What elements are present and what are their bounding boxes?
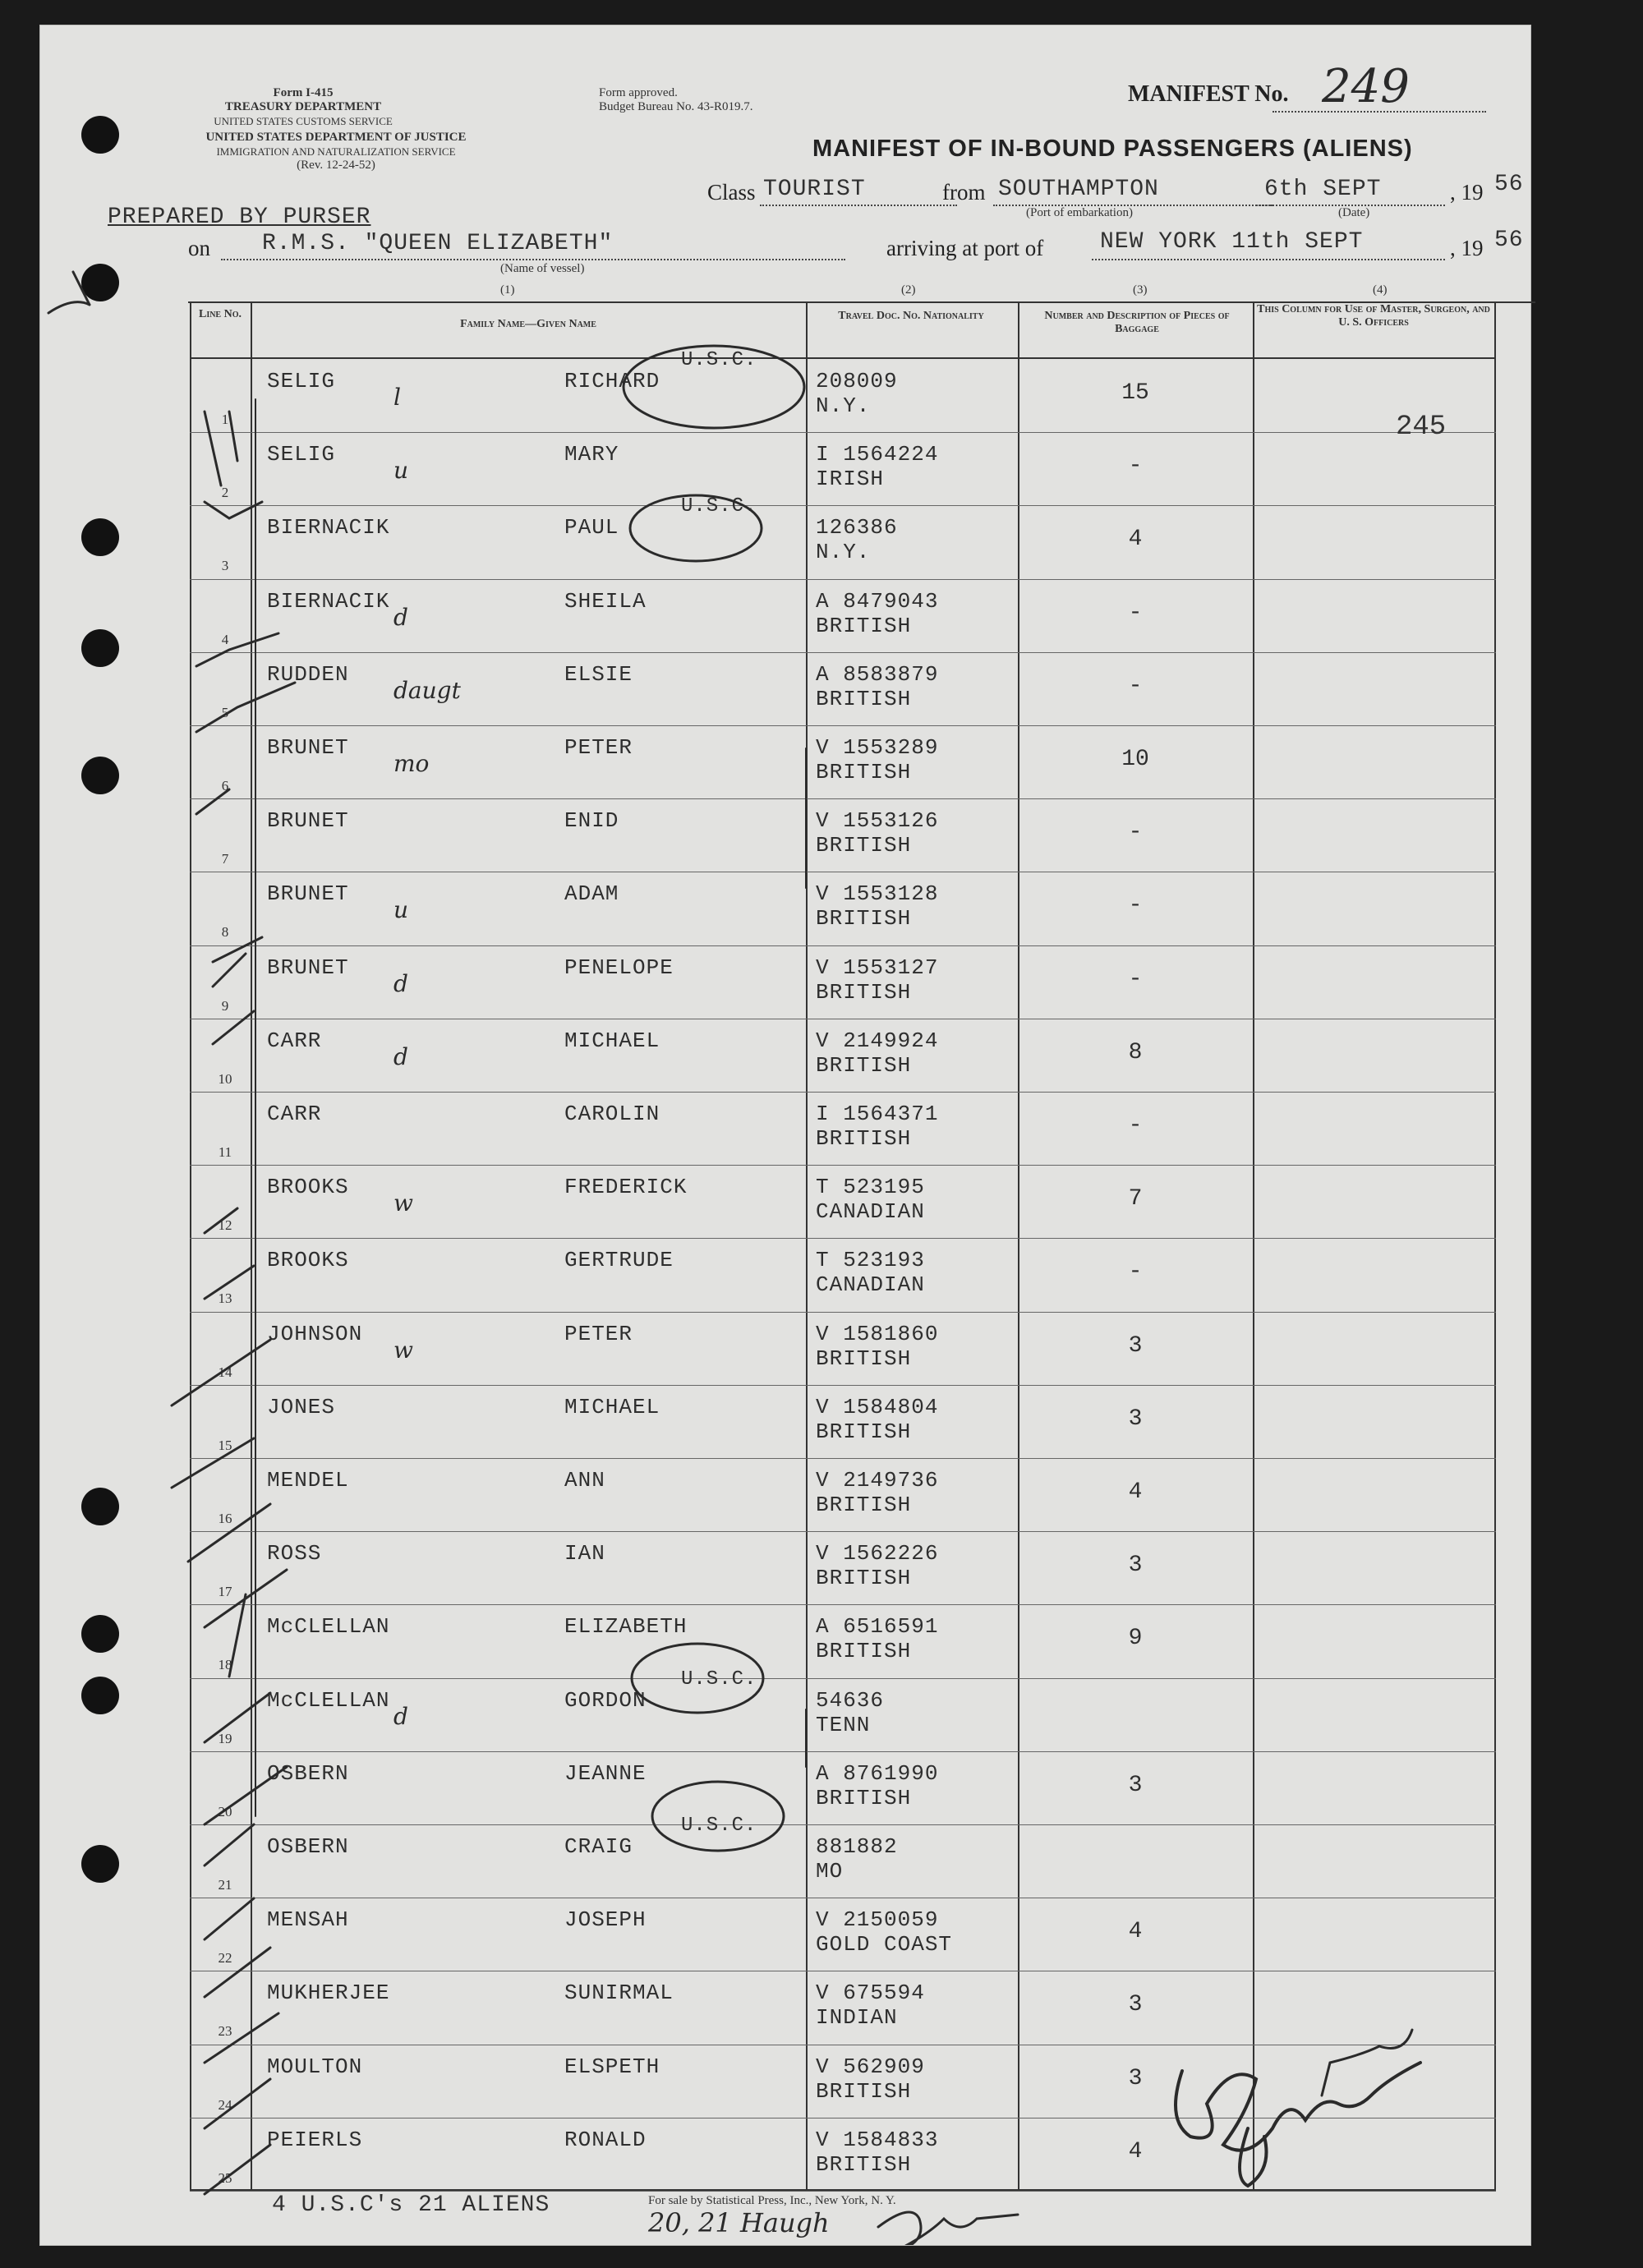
line-number: 4 <box>221 631 229 647</box>
col-header-name: Family Name—Given Name <box>460 318 596 330</box>
usc-stamp: U.S.C. <box>681 1815 757 1837</box>
travel-doc-no: V 1553126 <box>816 808 939 834</box>
form-revision: (Rev. 12-24-52) <box>297 159 375 172</box>
handwritten-mark: u <box>393 896 409 924</box>
check-mark <box>205 412 237 485</box>
nationality: BRITISH <box>816 833 912 858</box>
line-number: 11 <box>218 1144 232 1160</box>
col-header-travel: Travel Doc. No. Nationality <box>838 310 984 322</box>
given-name: FREDERICK <box>564 1175 688 1200</box>
nationality: GOLD COAST <box>816 1932 953 1957</box>
travel-doc-no: T 523193 <box>816 1248 925 1273</box>
line-number: 17 <box>218 1584 232 1600</box>
handwritten-mark: d <box>393 603 408 631</box>
family-name: SELIG <box>267 369 336 393</box>
line-number: 3 <box>221 558 229 574</box>
baggage-count: 9 <box>1128 1626 1143 1652</box>
handwritten-mark: mo <box>393 750 430 777</box>
travel-doc-no: 54636 <box>816 1687 885 1713</box>
given-name: PETER <box>564 1321 633 1346</box>
check-mark <box>205 1824 254 1865</box>
family-name: CARR <box>267 1102 322 1126</box>
line-number: 21 <box>218 1877 232 1893</box>
baggage-count: 3 <box>1128 1332 1143 1359</box>
justice-dept: UNITED STATES DEPARTMENT OF JUSTICE <box>205 131 467 144</box>
given-name: SHEILA <box>564 588 647 614</box>
travel-doc-no: V 1553127 <box>816 955 939 980</box>
baggage-count: 3 <box>1128 1553 1143 1579</box>
line-number: 9 <box>221 997 229 1014</box>
given-name: GORDON <box>564 1687 647 1713</box>
baggage-count: - <box>1128 966 1143 992</box>
family-name: MENSAH <box>267 1907 349 1933</box>
check-mark <box>205 1898 254 1939</box>
line-number: 10 <box>218 1070 232 1087</box>
nationality: BRITISH <box>816 1493 912 1517</box>
baggage-count: 3 <box>1128 1405 1143 1432</box>
travel-doc-no: V 2149736 <box>816 1468 939 1493</box>
family-name: BROOKS <box>267 1175 349 1200</box>
manifest-no-label: MANIFEST No. <box>1128 81 1289 107</box>
baggage-count: 3 <box>1128 2065 1143 2091</box>
handwritten-mark: w <box>393 1336 413 1364</box>
vessel-caption: (Name of vessel) <box>500 262 585 275</box>
check-mark <box>172 1438 254 1488</box>
given-name: MICHAEL <box>564 1394 660 1419</box>
handwritten-mark: l <box>393 384 401 411</box>
nationality: BRITISH <box>816 760 912 784</box>
travel-doc-no: V 1553289 <box>816 735 939 760</box>
family-name: ROSS <box>267 1541 322 1566</box>
check-mark <box>205 1570 287 1677</box>
baggage-count: 8 <box>1128 1039 1143 1065</box>
family-name: BRUNET <box>267 881 349 907</box>
line-number: 18 <box>218 1657 232 1673</box>
family-name: MENDEL <box>267 1468 349 1493</box>
signature-stroke <box>1322 2030 1412 2095</box>
line-number: 23 <box>218 2023 232 2040</box>
baggage-count: 15 <box>1121 380 1149 406</box>
travel-doc-no: A 8479043 <box>816 588 939 614</box>
nationality: BRITISH <box>816 613 912 638</box>
nationality: CANADIAN <box>816 1272 925 1298</box>
arriving-value: NEW YORK 11th SEPT <box>1100 229 1364 255</box>
given-name: RONALD <box>564 2127 647 2152</box>
line-number: 12 <box>218 1217 232 1234</box>
manifest-page <box>39 25 1531 2246</box>
family-name: BRUNET <box>267 735 349 760</box>
footer-totals: 4 U.S.C's 21 ALIENS <box>272 2192 550 2218</box>
given-name: CAROLIN <box>564 1102 660 1126</box>
nationality: MO <box>816 1859 844 1884</box>
handwritten-mark: d <box>393 969 408 997</box>
family-name: MUKHERJEE <box>267 1980 390 2006</box>
nationality: BRITISH <box>816 906 912 932</box>
family-name: RUDDEN <box>267 661 349 687</box>
baggage-count: 7 <box>1128 1186 1143 1212</box>
baggage-count: 3 <box>1128 1772 1143 1798</box>
nationality: BRITISH <box>816 1419 912 1444</box>
given-name: PENELOPE <box>564 955 674 980</box>
nationality: BRITISH <box>816 2151 912 2177</box>
year-value: 56 <box>1494 172 1524 197</box>
usc-circle <box>632 1644 763 1713</box>
handwritten-mark: daugt <box>393 676 461 704</box>
check-mark <box>48 272 90 313</box>
line-number: 25 <box>218 2169 232 2186</box>
nationality: BRITISH <box>816 1346 912 1371</box>
nationality: IRISH <box>816 467 885 492</box>
family-name: JOHNSON <box>267 1321 363 1346</box>
travel-doc-no: A 8583879 <box>816 661 939 687</box>
year2-value: 56 <box>1494 228 1524 253</box>
travel-doc-no: V 1584804 <box>816 1394 939 1419</box>
baggage-count: - <box>1128 453 1143 480</box>
baggage-count: 4 <box>1128 2138 1143 2164</box>
col-num-2: (2) <box>901 283 916 297</box>
family-name: CARR <box>267 1028 322 1053</box>
nationality: CANADIAN <box>816 1199 925 1225</box>
line-number: 14 <box>218 1364 232 1380</box>
prepared-by: PREPARED BY PURSER <box>108 205 371 230</box>
line-number: 16 <box>218 1511 232 1526</box>
baggage-count: - <box>1128 1259 1143 1286</box>
family-name: BRUNET <box>267 955 349 980</box>
travel-doc-no: V 1581860 <box>816 1321 939 1346</box>
check-mark <box>213 1011 254 1044</box>
given-name: GERTRUDE <box>564 1248 674 1273</box>
travel-doc-no: A 6516591 <box>816 1614 939 1640</box>
baggage-count: - <box>1128 820 1143 846</box>
given-name: JOSEPH <box>564 1907 647 1933</box>
given-name: ELIZABETH <box>564 1614 688 1640</box>
travel-doc-no: T 523195 <box>816 1175 925 1200</box>
given-name: JEANNE <box>564 1760 647 1786</box>
travel-doc-no: V 562909 <box>816 2054 925 2079</box>
nationality: TENN <box>816 1712 871 1737</box>
col-num-3: (3) <box>1133 283 1148 297</box>
travel-doc-no: V 1584833 <box>816 2127 939 2152</box>
family-name: MOULTON <box>267 2054 363 2079</box>
usc-stamp: U.S.C. <box>681 349 757 371</box>
baggage-count: 10 <box>1121 747 1149 772</box>
line-number: 24 <box>218 2096 232 2113</box>
family-name: BROOKS <box>267 1248 349 1273</box>
family-name: BRUNET <box>267 808 349 834</box>
col-header-officers: This Column for Use of Master, Surgeon, and U. S. Officers <box>1257 303 1490 329</box>
class-label: Class <box>707 180 756 205</box>
given-name: ELSPETH <box>564 2054 660 2079</box>
handwritten-mark: d <box>393 1042 408 1070</box>
family-name: SELIG <box>267 442 336 467</box>
check-mark <box>205 502 262 518</box>
manifest-title: MANIFEST OF IN-BOUND PASSENGERS (ALIENS) <box>812 136 1413 162</box>
form-approved: Form approved. <box>599 86 678 99</box>
travel-doc-no: V 2149924 <box>816 1028 939 1053</box>
ins-service: IMMIGRATION AND NATURALIZATION SERVICE <box>216 145 456 158</box>
check-mark <box>196 789 229 814</box>
check-mark <box>196 633 278 666</box>
family-name: McCLELLAN <box>267 1614 390 1640</box>
nationality: BRITISH <box>816 1126 912 1151</box>
line-number: 15 <box>218 1437 232 1453</box>
usc-circle <box>624 346 804 428</box>
nationality: BRITISH <box>816 1639 912 1664</box>
line-number: 6 <box>221 778 229 794</box>
check-mark <box>196 683 295 732</box>
check-mark <box>205 1767 287 1824</box>
baggage-count: - <box>1128 893 1143 919</box>
col-header-baggage: Number and Description of Pieces of Baggage <box>1044 310 1230 335</box>
baggage-count: 4 <box>1128 1479 1143 1505</box>
year2-prefix: , 19 <box>1450 236 1484 260</box>
line-number: 7 <box>221 851 229 867</box>
travel-doc-no: 126386 <box>816 515 898 541</box>
family-name: BIERNACIK <box>267 588 390 614</box>
given-name: MARY <box>564 442 619 467</box>
col-num-4: (4) <box>1373 283 1388 297</box>
given-name: ELSIE <box>564 661 633 687</box>
baggage-count: 4 <box>1128 527 1143 553</box>
given-name: SUNIRMAL <box>564 1980 674 2006</box>
nationality: BRITISH <box>816 686 912 711</box>
travel-doc-no: 881882 <box>816 1834 898 1859</box>
nationality: BRITISH <box>816 1052 912 1078</box>
baggage-count: - <box>1128 600 1143 626</box>
footer-scribble <box>878 2212 1018 2245</box>
nationality: BRITISH <box>816 1566 912 1591</box>
from-value: SOUTHAMPTON <box>998 177 1159 202</box>
line-number: 19 <box>218 1730 232 1746</box>
handwritten-mark: w <box>393 1189 413 1217</box>
usc-stamp: U.S.C. <box>681 1668 757 1691</box>
travel-doc-no: V 1562226 <box>816 1541 939 1566</box>
given-name: MICHAEL <box>564 1028 660 1053</box>
check-mark <box>188 1504 270 1562</box>
family-name: OSBERN <box>267 1834 349 1859</box>
line-number: 13 <box>218 1290 232 1307</box>
port-caption: (Port of embarkation) <box>1026 206 1133 219</box>
usc-circle <box>630 495 762 561</box>
nationality: N.Y. <box>816 540 871 565</box>
given-name: IAN <box>564 1541 605 1566</box>
travel-doc-no: V 2150059 <box>816 1907 939 1933</box>
baggage-count: 4 <box>1128 1919 1143 1945</box>
travel-doc-no: 208009 <box>816 369 898 393</box>
budget-bureau: Budget Bureau No. 43-R019.7. <box>599 100 753 113</box>
given-name: ENID <box>564 808 619 834</box>
class-value: TOURIST <box>763 177 866 202</box>
check-mark <box>205 1693 270 1742</box>
year-prefix: , 19 <box>1450 180 1484 205</box>
check-mark <box>205 2079 270 2128</box>
col-num-1: (1) <box>500 283 515 297</box>
vessel-value: R.M.S. "QUEEN ELIZABETH" <box>262 231 614 256</box>
travel-doc-no: I 1564224 <box>816 442 939 467</box>
nationality: BRITISH <box>816 1785 912 1810</box>
given-name: PAUL <box>564 515 619 541</box>
nationality: INDIAN <box>816 2005 898 2031</box>
family-name: McCLELLAN <box>267 1687 390 1713</box>
check-mark <box>205 1208 237 1233</box>
baggage-count: - <box>1128 1113 1143 1139</box>
usc-circle <box>652 1782 784 1851</box>
check-mark <box>205 2013 278 2063</box>
family-name: JONES <box>267 1394 336 1419</box>
date-value: 6th SEPT <box>1264 177 1382 202</box>
travel-doc-no: V 1553128 <box>816 881 939 907</box>
officer-note: 245 <box>1396 412 1447 443</box>
signature-stroke <box>1240 2128 1267 2186</box>
nationality: BRITISH <box>816 2078 912 2104</box>
on-label: on <box>188 236 210 260</box>
customs-service: UNITED STATES CUSTOMS SERVICE <box>214 115 393 127</box>
form-number: Form I-415 <box>273 86 334 99</box>
check-mark <box>205 2145 270 2194</box>
given-name: ADAM <box>564 881 619 907</box>
family-name: OSBERN <box>267 1760 349 1786</box>
family-name: BIERNACIK <box>267 515 390 541</box>
given-name: PETER <box>564 735 633 760</box>
travel-doc-no: I 1564371 <box>816 1102 939 1126</box>
given-name: ANN <box>564 1468 605 1493</box>
col-header-line: Line No. <box>198 308 242 320</box>
line-number: 20 <box>218 1803 232 1819</box>
handwritten-mark: u <box>393 457 409 485</box>
travel-doc-no: A 8761990 <box>816 1760 939 1786</box>
nationality: N.Y. <box>816 393 871 418</box>
treasury-dept: TREASURY DEPARTMENT <box>224 100 382 113</box>
handwritten-mark: d <box>393 1702 408 1730</box>
usc-stamp: U.S.C. <box>681 495 757 518</box>
nationality: BRITISH <box>816 979 912 1005</box>
line-number: 1 <box>221 412 229 427</box>
handwriting-overlay <box>40 25 1530 2245</box>
printer-line: For sale by Statistical Press, Inc., New York, N. Y. <box>648 2194 896 2207</box>
line-number: 5 <box>221 704 229 720</box>
family-name: PEIERLS <box>267 2127 363 2152</box>
from-label: from <box>942 180 986 205</box>
footer-hand-note: 20, 21 Haugh <box>648 2207 830 2238</box>
line-number: 2 <box>221 485 229 501</box>
given-name: CRAIG <box>564 1834 633 1859</box>
given-name: RICHARD <box>564 369 660 393</box>
check-mark <box>205 1266 254 1299</box>
baggage-count: 3 <box>1128 1992 1143 2018</box>
line-number: 8 <box>221 924 229 941</box>
baggage-count: - <box>1128 673 1143 699</box>
check-mark <box>205 1948 270 1997</box>
manifest-no-value: 249 <box>1322 60 1410 113</box>
travel-doc-no: V 675594 <box>816 1980 925 2006</box>
line-number: 22 <box>218 1950 232 1967</box>
arriving-label: arriving at port of <box>886 236 1044 260</box>
date-caption: (Date) <box>1338 206 1370 219</box>
